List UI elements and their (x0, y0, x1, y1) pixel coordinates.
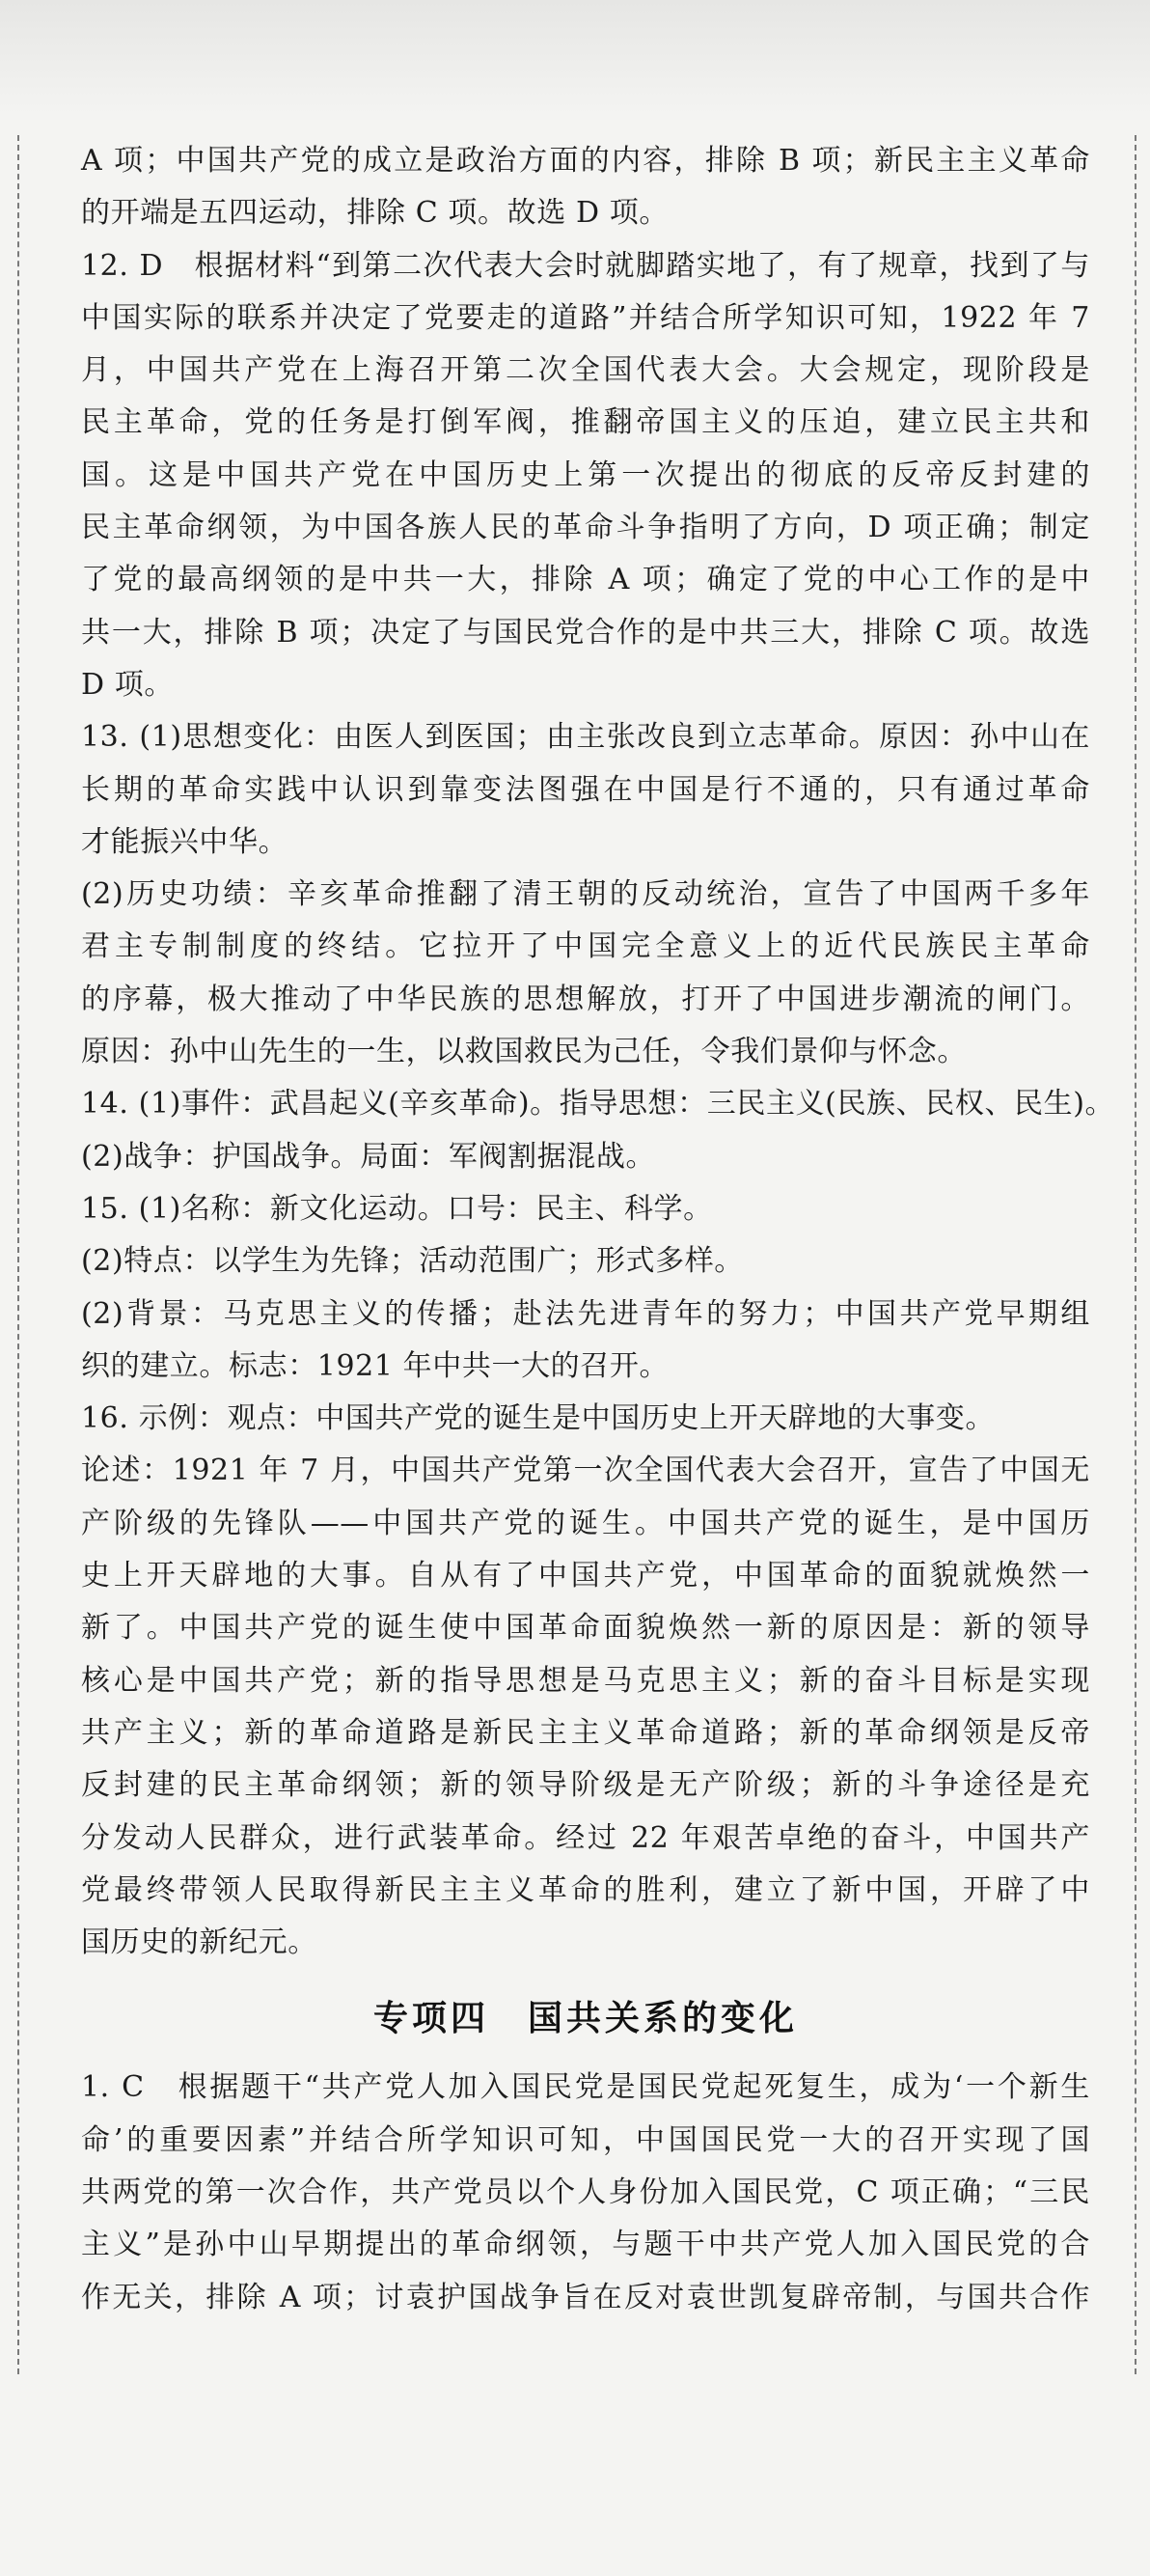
text-line: 原因：孙中山先生的一生，以救国救民为己任，令我们景仰与怀念。 (81, 1035, 967, 1069)
text-line: 月，中国共产党在上海召开第二次全国代表大会。大会规定，现阶段是 (81, 353, 1090, 388)
text-line: 共两党的第一次合作，共产党员以个人身份加入国民党，C 项正确；“三民 (81, 2174, 1090, 2209)
text-line: A 项；中国共产党的成立是政治方面的内容，排除 B 项；新民主主义革命 (81, 144, 1090, 178)
text-line: 共一大，排除 B 项；决定了与国民党合作的是中共三大，排除 C 项。故选 (81, 615, 1090, 650)
text-line: 作无关，排除 A 项；讨袁护国战争旨在反对袁世凯复辟帝制，与国共合作 (81, 2280, 1090, 2314)
text-line: 长期的革命实践中认识到靠变法图强在中国是行不通的，只有通过革命 (81, 772, 1090, 807)
text-line: 13. (1)思想变化：由医人到医国；由主张改良到立志革命。原因：孙中山在 (81, 720, 1090, 755)
text-line: 的开端是五四运动，排除 C 项。故选 D 项。 (81, 196, 669, 231)
text-line: 党最终带领人民取得新民主主义革命的胜利，建立了新中国，开辟了中 (81, 1872, 1090, 1907)
text-line: 的序幕，极大推动了中华民族的思想解放，打开了中国进步潮流的闸门。 (81, 982, 1090, 1016)
section-title-row (81, 1969, 1090, 2062)
text-line: 16. 示例：观点：中国共产党的诞生是中国历史上开天辟地的大事变。 (81, 1401, 996, 1436)
text-line: 了党的最高纲领的是中共一大，排除 A 项；确定了党的中心工作的是中 (81, 563, 1090, 597)
text-line: 核心是中国共产党；新的指导思想是马克思主义；新的奋斗目标是实现 (81, 1663, 1090, 1698)
text-line: 分发动人民群众，进行武装革命。经过 22 年艰苦卓绝的奋斗，中国共产 (81, 1820, 1090, 1855)
section-title: 专项四 国共关系的变化 (372, 1998, 798, 2038)
text-line: 命’的重要因素”并结合所学知识可知，中国国民党一大的召开实现了国 (81, 2122, 1090, 2157)
text-line: 反封建的民主革命纲领；新的领导阶级是无产阶级；新的斗争途径是充 (81, 1768, 1090, 1803)
text-line: 史上开天辟地的大事。自从有了中国共产党，中国革命的面貌就焕然一 (81, 1559, 1090, 1593)
text-line: 产阶级的先锋队——中国共产党的诞生。中国共产党的诞生，是中国历 (81, 1506, 1090, 1540)
text-line: 中国实际的联系并决定了党要走的道路”并结合所学知识可知，1922 年 7 (81, 300, 1090, 335)
text-line: 15. (1)名称：新文化运动。口号：民主、科学。 (81, 1191, 713, 1226)
text-line: 民主革命，党的任务是打倒军阀，推翻帝国主义的压迫，建立民主共和 (81, 405, 1090, 440)
text-line: 君主专制制度的终结。它拉开了中国完全意义上的近代民族民主革命 (81, 929, 1090, 964)
text-line: 织的建立。标志：1921 年中共一大的召开。 (81, 1348, 670, 1383)
text-line: D 项。 (81, 667, 174, 702)
text-line: (2)特点：以学生为先锋；活动范围广；形式多样。 (81, 1244, 744, 1279)
text-line: 12. D 根据材料“到第二次代表大会时就脚踏实地了，有了规章，找到了与 (81, 248, 1090, 283)
answer-text-body (81, 135, 1115, 2324)
text-line: 主义”是孙中山早期提出的革命纲领，与题干中共产党人加入国民党的合 (81, 2228, 1090, 2262)
text-line: 新了。中国共产党的诞生使中国革命面貌焕然一新的原因是：新的领导 (81, 1611, 1090, 1646)
text-line: 14. (1)事件：武昌起义(辛亥革命)。指导思想：三民主义(民族、民权、民生)。 (81, 1087, 1115, 1122)
text-line: 才能振兴中华。 (81, 824, 288, 859)
text-line: 1. C 根据题干“共产党人加入国民党是国民党起死复生，成为‘一个新生 (81, 2070, 1090, 2105)
text-line: 共产主义；新的革命道路是新民主主义革命道路；新的革命纲领是反帝 (81, 1715, 1090, 1750)
text-line: (2)历史功绩：辛亥革命推翻了清王朝的反动统治，宣告了中国两千多年 (81, 877, 1090, 912)
text-line: (2)背景：马克思主义的传播；赴法先进青年的努力；中国共产党早期组 (81, 1296, 1090, 1331)
scan-top-shadow (0, 0, 1150, 116)
text-line: 民主革命纲领，为中国各族人民的革命斗争指明了方向，D 项正确；制定 (81, 511, 1090, 545)
text-line: 国。这是中国共产党在中国历史上第一次提出的彻底的反帝反封建的 (81, 457, 1090, 492)
text-line: 国历史的新纪元。 (81, 1925, 317, 1960)
text-line: 论述：1921 年 7 月，中国共产党第一次全国代表大会召开，宣告了中国无 (81, 1454, 1090, 1488)
text-line: (2)战争：护国战争。局面：军阀割据混战。 (81, 1139, 656, 1174)
